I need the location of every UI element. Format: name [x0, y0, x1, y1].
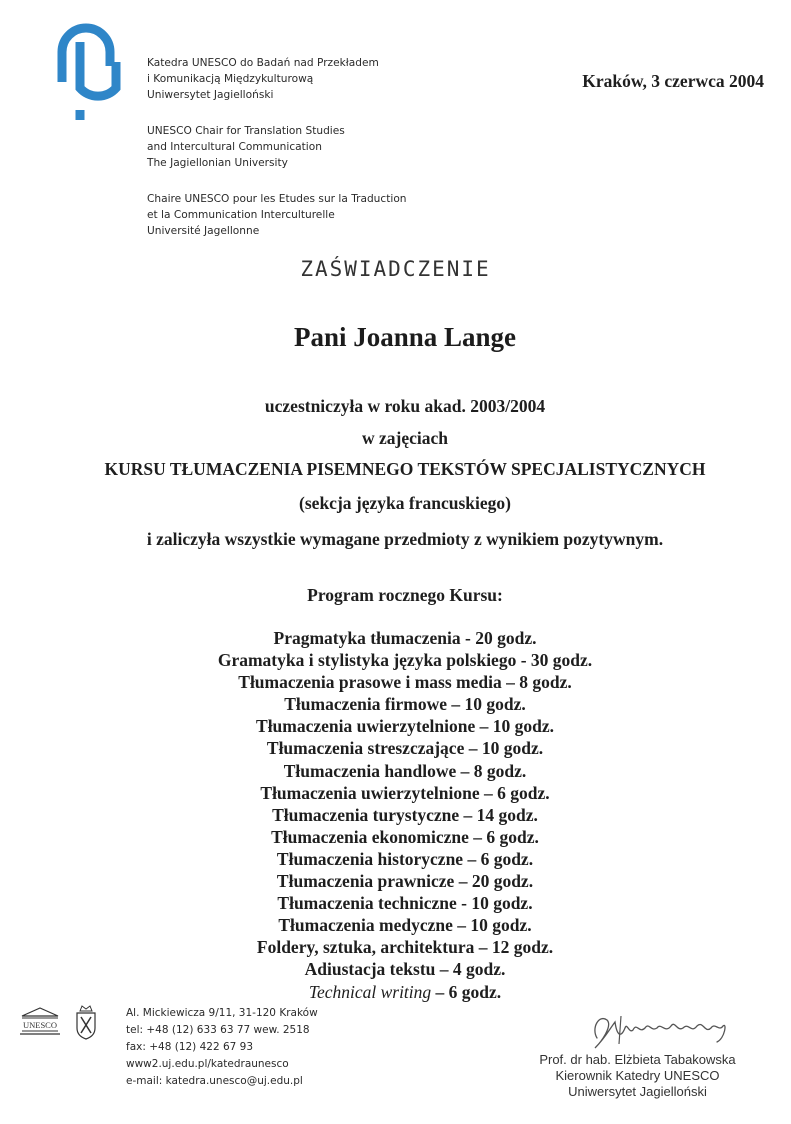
course-item: Foldery, sztuka, architektura – 12 godz. — [256, 937, 554, 958]
signatory-role: Kierownik Katedry UNESCO — [555, 1068, 720, 1083]
signatory-name: Prof. dr hab. Elżbieta Tabakowska — [539, 1052, 736, 1067]
course-section: (sekcja języka francuskiego) — [299, 493, 511, 513]
course-item: Tłumaczenia ekonomiczne – 6 godz. — [271, 826, 539, 847]
body-line-classes: w zajęciach — [361, 428, 448, 448]
body-line-result: i zaliczyła wszystkie wymagane przedmioty z wynikiem pozytywnym. — [146, 529, 664, 549]
institution-fr-line: Chaire UNESCO pour les Etudes sur la Traduction — [147, 193, 407, 205]
institution-pl-line: Uniwersytet Jagielloński — [147, 89, 274, 101]
course-item-last — [0, 981, 791, 1003]
course-item: Tłumaczenia uwierzytelnione – 10 godz. — [256, 716, 554, 737]
institution-en-line: The Jagiellonian University — [147, 157, 288, 169]
institution-pl-line: Katedra UNESCO do Badań nad Przekładem — [147, 57, 379, 69]
signatory-university: Uniwersytet Jagielloński — [568, 1084, 707, 1099]
body-line-participation: uczestniczyła w roku akad. 2003/2004 — [264, 396, 546, 416]
document-date: Kraków, 3 czerwca 2004 — [582, 71, 764, 91]
institution-fr-line: et la Communication Interculturelle — [147, 209, 335, 221]
course-item: Tłumaczenia firmowe – 10 godz. — [284, 694, 526, 715]
unesco-logo — [18, 1007, 62, 1037]
course-item: Gramatyka i stylistyka języka polskiego - 30 godz. — [217, 650, 593, 671]
contact-email: e-mail: katedra.unesco@uj.edu.pl — [126, 1075, 303, 1087]
course-item: Tłumaczenia techniczne - 10 godz. — [277, 893, 533, 914]
course-item: Tłumaczenia turystyczne – 14 godz. — [272, 804, 538, 825]
institution-name-en — [147, 123, 345, 171]
contact-fax: fax: +48 (12) 422 67 93 — [126, 1041, 254, 1053]
institution-name-fr — [147, 191, 407, 239]
contact-website: www2.uj.edu.pl/katedraunesco — [126, 1058, 289, 1070]
institution-pl-line: i Komunikacją Międzykulturową — [147, 73, 314, 85]
handwritten-signature — [585, 1008, 735, 1056]
institution-en-line: UNESCO Chair for Translation Studies — [147, 125, 345, 137]
signatory-block — [535, 1052, 740, 1100]
recipient-name: Pani Joanna Lange — [293, 322, 517, 352]
document-title: ZAŚWIADCZENIE — [300, 257, 491, 281]
institution-name-pl — [147, 55, 379, 103]
course-item: Tłumaczenia streszczające – 10 godz. — [266, 738, 544, 759]
course-item-italic: Technical writing — [308, 981, 432, 1002]
course-name: KURSU TŁUMACZENIA PISEMNEGO TEKSTÓW SPECJALISTYCZNYCH — [104, 459, 706, 479]
institution-en-line: and Intercultural Communication — [147, 141, 322, 153]
course-item: Adiustacja tekstu – 4 godz. — [304, 959, 506, 980]
program-heading: Program rocznego Kursu: — [307, 585, 503, 605]
course-item: Tłumaczenia prasowe i mass media – 8 godz. — [238, 672, 572, 693]
course-list — [0, 627, 791, 1003]
unesco-logo-text: UNESCO — [22, 1020, 58, 1030]
course-item: Pragmatyka tłumaczenia - 20 godz. — [273, 628, 537, 648]
institution-fr-line: Université Jagellonne — [147, 225, 260, 237]
course-item: Tłumaczenia prawnicze – 20 godz. — [276, 871, 534, 892]
university-crest-icon — [74, 1004, 98, 1040]
contact-details — [126, 1005, 318, 1090]
course-item: Tłumaczenia historyczne – 6 godz. — [276, 848, 534, 869]
course-item: Tłumaczenia uwierzytelnione – 6 godz. — [260, 782, 550, 803]
contact-phone: tel: +48 (12) 633 63 77 wew. 2518 — [126, 1024, 310, 1036]
contact-address: Al. Mickiewicza 9/11, 31-120 Kraków — [126, 1007, 318, 1019]
course-item: Tłumaczenia medyczne – 10 godz. — [278, 915, 532, 936]
course-item-hours: – 6 godz. — [431, 981, 502, 1002]
course-item: Tłumaczenia handlowe – 8 godz. — [283, 760, 527, 781]
chair-logo — [50, 22, 122, 122]
